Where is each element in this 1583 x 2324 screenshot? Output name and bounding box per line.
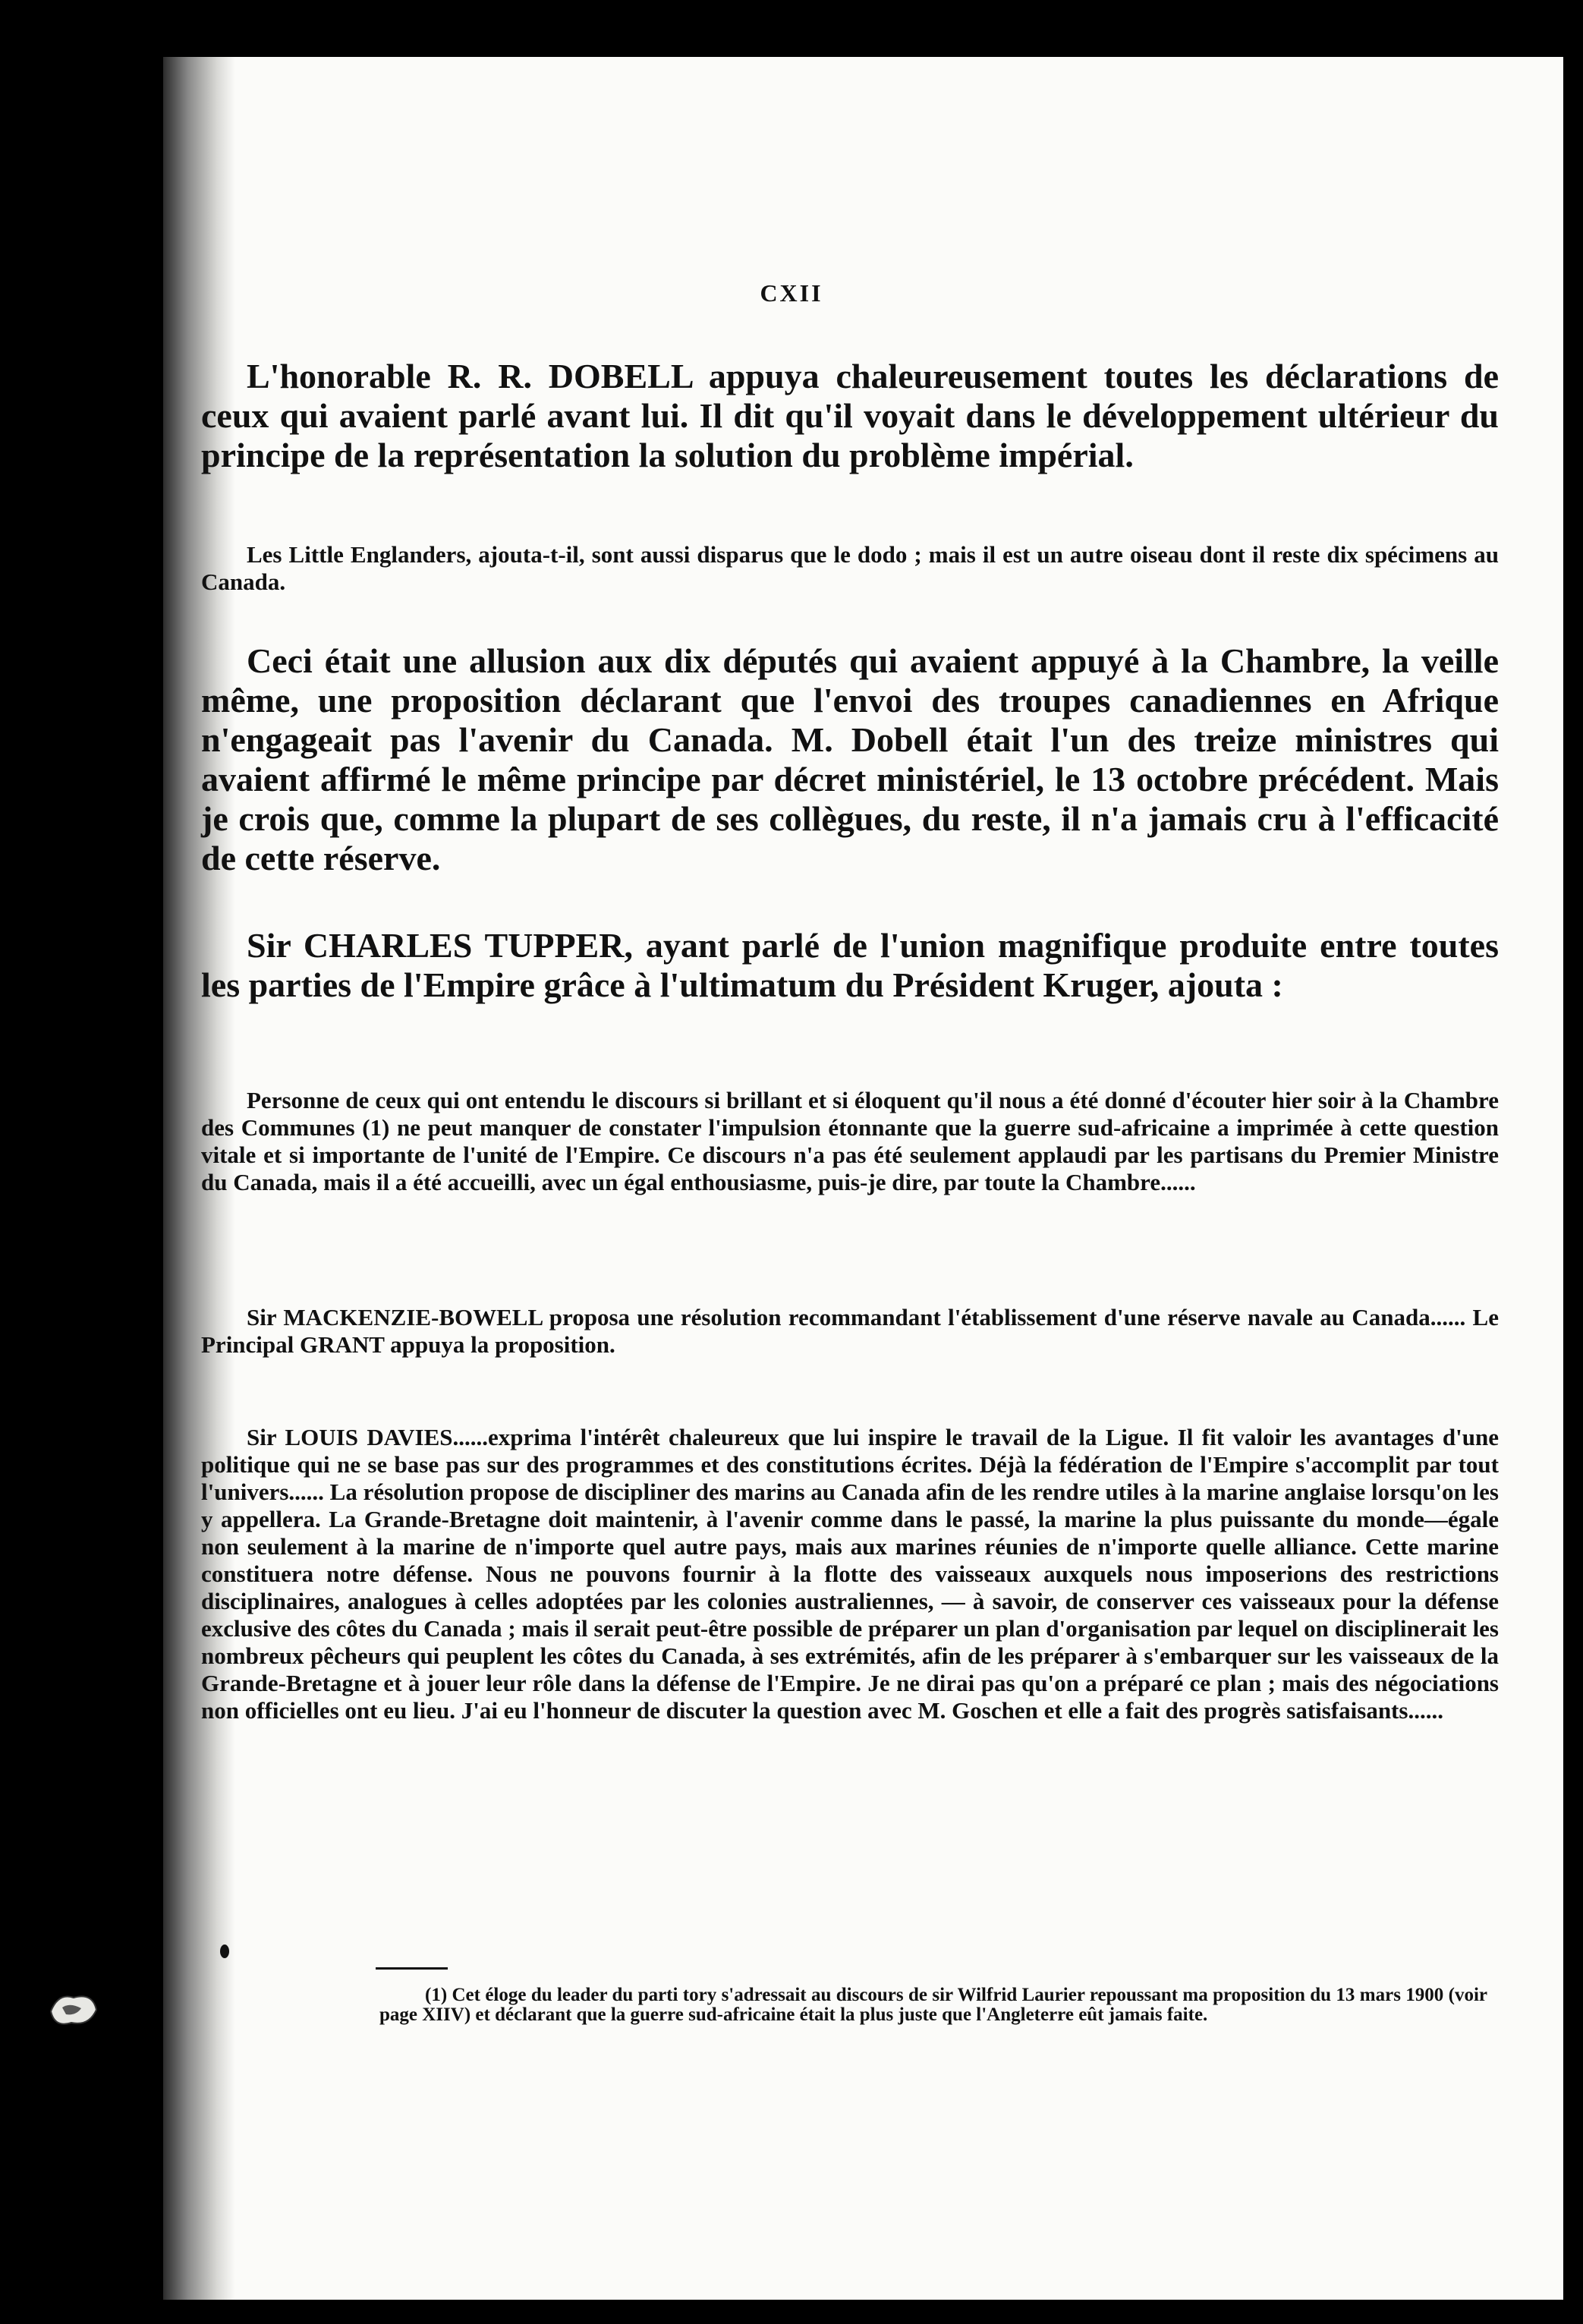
paragraph-dobell: L'honorable R. R. DOBELL appuya chaleureusement toutes les déclarations de ceux qui avaient parlé avant lui. Il dit qu'il voyait dans le développement ultérieur du principe de la représentation la solution du problème impérial. <box>201 357 1499 474</box>
paragraph-davies: Sir LOUIS DAVIES......exprima l'intérêt chaleureux que lui inspire le travail de la Ligue. Il fit valoir les avantages d'une politique qui ne se base pas sur des programmes et des constitutions écrites. Déjà la fédération de l'Empire s'accomplit par tout l'univers...... La résolution propose de discipliner des marins au Canada afin de les rendre utiles à la marine anglaise lorsqu'on les y appellera. La Grande-Bretagne doit maintenir, à l'avenir comme dans le passé, la marine la plus puissante du monde—égale non seulement à la marine de n'importe quel autre pays, mais aux marines réunies de n'importe quelle alliance. Cette marine constituera notre défense. Nous ne pouvons fournir à la flotte des vaisseaux auxquels nous imposerions des restrictions disciplinaires, analogues à celles adoptées par les colonies australiennes, — à savoir, de conserver ces vaisseaux pour la défense exclusive des côtes du Canada ; mais il serait peut-être possible de préparer un plan d'organisation par lequel on disciplinerait les nombreux pêcheurs qui peuplent les côtes du Canada, à ses extrémités, afin de les préparer à s'embarquer sur les vaisseaux de la Grande-Bretagne et à jouer leur rôle dans la défense de l'Empire. Je ne dirai pas qu'on a préparé ce plan ; mais des négociations non officielles ont eu lieu. J'ai eu l'honneur de discuter la question avec M. Goschen et elle a fait des progrès satisfaisants...... <box>201 1424 1499 1724</box>
quote-little-englanders: Les Little Englanders, ajouta-t-il, sont aussi disparus que le dodo ; mais il est un autre oiseau dont il reste dix spécimens au Canada. <box>201 541 1499 595</box>
paragraph-allusion: Ceci était une allusion aux dix députés qui avaient appuyé à la Chambre, la veille même, une proposition déclarant que l'envoi des troupes canadiennes en Afrique n'engageait pas l'avenir du Canada. M. Dobell était l'un des treize ministres qui avaient affirmé le même principe par décret ministériel, le 13 octobre précédent. Mais je crois que, comme la plupart de ses collègues, du reste, il n'a jamais cru à l'efficacité de cette réserve. <box>201 641 1499 877</box>
page-number: CXII <box>760 279 823 307</box>
margin-ink-dot <box>220 1945 229 1958</box>
footnote: (1) Cet éloge du leader du parti tory s'adressait au discours de sir Wilfrid Laurier repoussant ma proposition du 13 mars 1900 (voir page XIIV) et déclarant que la guerre sud-africaine était la plus juste que l'Angleterre eût jamais faite. <box>379 1985 1487 2025</box>
paragraph-tupper: Sir CHARLES TUPPER, ayant parlé de l'union magnifique produite entre toutes les parties de l'Empire grâce à l'ultimatum du Président Kruger, ajouta : <box>201 926 1499 1004</box>
paragraph-mackenzie-bowell: Sir MACKENZIE-BOWELL proposa une résolution recommandant l'établissement d'une réserve navale au Canada...... Le Principal GRANT appuya la proposition. <box>201 1304 1499 1358</box>
footnote-rule <box>376 1967 448 1970</box>
quote-tupper: Personne de ceux qui ont entendu le discours si brillant et si éloquent qu'il nous a été donné d'écouter hier soir à la Chambre des Communes (1) ne peut manquer de constater l'impulsion étonnante que la guerre sud-africaine a imprimée à cette question vitale et si importante de l'unité de l'Empire. Ce discours n'a pas été seulement applaudi par les partisans du Premier Ministre du Canada, mais il a été accueilli, avec un égal enthousiasme, puis-je dire, par toute la Chambre...... <box>201 1087 1499 1195</box>
ink-blot-icon <box>47 1989 100 2030</box>
